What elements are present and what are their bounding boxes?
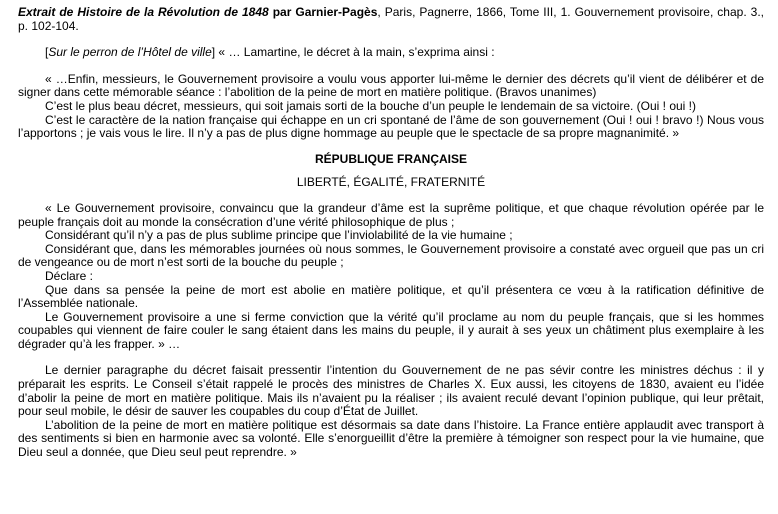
decree-paragraph: Que dans sa pensée la peine de mort est abolie en matière politique, et qu’il présentera ce vœu à la ratification définitive de l’Assemblée nationale.: [18, 282, 764, 311]
decree-paragraph: Considérant que, dans les mémorables journées où nous sommes, le Gouvernement provisoire a constaté avec orgueil que pas un cri de vengeance ou de mort n’est sorti de la bouche du peuple ;: [18, 241, 764, 270]
decree-paragraph: Le Gouvernement provisoire a une si ferme conviction que la vérité qu’il proclame au nom du peuple français, que si les hommes coupables qui viennent de faire couler le sang étaient dans les mains du peuple, il y aurait à ses yeux un châtiment plus exemplaire à les dégrader qu’à les frapper. » …: [18, 309, 764, 351]
decree-paragraph: « Le Gouvernement provisoire, convaincu que la grandeur d’âme est la suprême politique, et que chaque révolution opérée par le peuple français doit au monde la consécration d’une vérité philosophique de plus ;: [18, 200, 764, 229]
decree-heading: RÉPUBLIQUE FRANÇAISE: [314, 151, 467, 166]
source-author: par Garnier-Pagès: [268, 5, 378, 19]
commentary-paragraph: L’abolition de la peine de mort en matière politique est désormais sa date dans l’histoire. La France entière applaudit avec transport à des sentiments si bien en harmonie avec sa volonté. Elle s’enorgueillit d’être la première à témoigner son respect pour la vie humaine, que Dieu seul a donnée, que Dieu seul peut reprendre. »: [18, 417, 764, 460]
intro-line: [18, 46, 764, 60]
speech-paragraph: « …Enfin, messieurs, le Gouvernement provisoire a voulu vous apporter lui-même le dernier des décrets qu’il vient de délibérer et de signer dans cette mémorable séance : l’abolition de la peine de mort en matière politique. (Bravos unanimes): [18, 71, 764, 100]
commentary-paragraph: Le dernier paragraphe du décret faisait pressentir l’intention du Gouvernement de ne pas sévir contre les ministres déchus : il y préparait les esprits. Le Conseil s’était rappelé le procès des ministres de Charles X. Eux aussi, les citoyens de 1830, avaient eu l’idée d’abolir la peine de mort en matière politique. Mais ils n’avaient pu la réaliser ; ils avaient reculé devant l’opinion publique, qui leur prêtait, pour seul mobile, le désir de sauver les coupables du coup d’État de Juillet.: [18, 363, 764, 419]
intro-bracket: [: [45, 45, 49, 60]
decree-motto: LIBERTÉ, ÉGALITÉ, FRATERNITÉ: [296, 175, 486, 190]
source-citation: [18, 6, 764, 33]
decree-paragraph: Considérant qu’il n’y a pas de plus sublime principe que l’inviolabilité de la vie humaine ;: [45, 228, 513, 243]
intro-location: Sur le perron de l’Hôtel de ville: [48, 45, 212, 60]
source-title: Extrait de Histoire de la Révolution de 1848: [18, 5, 269, 19]
intro-text: ] « … Lamartine, le décret à la main, s’exprima ainsi :: [211, 45, 495, 60]
decree-paragraph: Déclare :: [45, 268, 94, 283]
source-details: , Paris, Pagnerre, 1866, Tome III, 1. Gouvernement provisoire, chap. 3., p. 102-104.: [18, 5, 764, 33]
speech-paragraph: C’est le caractère de la nation française qui échappe en un cri spontané de l’âme de son gouvernement (Oui ! oui ! bravo !) Nous vous l’apportons ; je vais vous le lire. Il n’y a pas de plus digne hommage au peuple que le spectacle de sa propre magnanimité. »: [18, 112, 764, 141]
speech-paragraph: C’est le plus beau décret, messieurs, qui soit jamais sorti de la bouche d’un peuple le lendemain de sa victoire. (Oui ! oui !): [45, 98, 697, 113]
